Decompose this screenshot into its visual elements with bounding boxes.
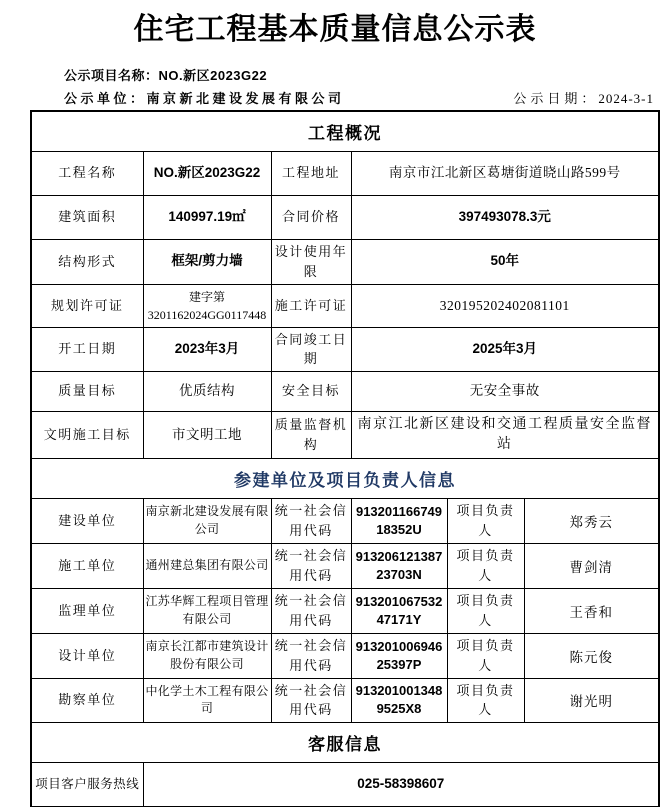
completion-date-value: 2025年3月: [351, 327, 659, 371]
leader-name: 王香和: [524, 588, 659, 633]
company-name: 南京长江都市建筑设计股份有限公司: [143, 633, 271, 678]
design-life-label: 设计使用年限: [271, 239, 351, 284]
role-label: 建设单位: [31, 498, 143, 543]
hotline-row: [31, 762, 659, 807]
supervision-agency-value: 南京江北新区建设和交通工程质量安全监督站: [351, 411, 659, 458]
participant-row: [31, 678, 659, 722]
civilized-construction-goal-label: 文明施工目标: [31, 411, 143, 458]
credit-code-value: 91320116674918352U: [351, 498, 447, 543]
start-date-label: 开工日期: [31, 327, 143, 371]
table-row: [31, 411, 659, 458]
start-date-value: 2023年3月: [143, 327, 271, 371]
leader-name: 郑秀云: [524, 498, 659, 543]
table-row: [31, 284, 659, 327]
page-title: 住宅工程基本质量信息公示表: [133, 13, 537, 46]
safety-goal-label: 安全目标: [271, 371, 351, 411]
leader-label: 项目负责人: [447, 543, 524, 588]
publicity-date-line: [513, 88, 654, 107]
leader-label: 项目负责人: [447, 498, 524, 543]
quality-goal-label: 质量目标: [31, 371, 143, 411]
credit-code-label: 统一社会信用代码: [271, 588, 351, 633]
project-name-label: 工程名称: [31, 151, 143, 195]
participant-row: [31, 543, 659, 588]
participant-row: [31, 498, 659, 543]
credit-code-value: 91320106753247171Y: [351, 588, 447, 633]
quality-goal-value: 优质结构: [143, 371, 271, 411]
credit-code-value: 91320612138723703N: [351, 543, 447, 588]
construction-permit-label: 施工许可证: [271, 284, 351, 327]
construction-permit-value: 320195202402081101: [351, 284, 659, 327]
credit-code-label: 统一社会信用代码: [271, 543, 351, 588]
role-label: 设计单位: [31, 633, 143, 678]
project-address-value: 南京市江北新区葛塘街道晓山路599号: [351, 151, 659, 195]
credit-code-value: 9132010013489525X8: [351, 678, 447, 722]
leader-name: 陈元俊: [524, 633, 659, 678]
table-row: [31, 239, 659, 284]
contract-price-value: 397493078.3元: [351, 195, 659, 239]
leader-name: 谢光明: [524, 678, 659, 722]
section-header-row: [31, 722, 659, 762]
leader-label: 项目负责人: [447, 588, 524, 633]
section-header-row: [31, 111, 659, 151]
planning-permit-label: 规划许可证: [31, 284, 143, 327]
civilized-construction-goal-value: 市文明工地: [143, 411, 271, 458]
supervision-agency-label: 质量监督机构: [271, 411, 351, 458]
publicity-project-name-line: 公示项目名称：NO.新区2023G22: [64, 68, 268, 83]
contract-price-label: 合同价格: [271, 195, 351, 239]
section-participants-title: 参建单位及项目负责人信息: [31, 458, 659, 498]
role-label: 监理单位: [31, 588, 143, 633]
service-hotline-label: 项目客户服务热线: [31, 762, 143, 807]
service-hotline-value: 025-58398607: [143, 762, 659, 807]
company-name: 中化学土木工程有限公司: [143, 678, 271, 722]
completion-date-label: 合同竣工日期: [271, 327, 351, 371]
company-name: 南京新北建设发展有限公司: [143, 498, 271, 543]
table-row: [31, 195, 659, 239]
design-life-value: 50年: [351, 239, 659, 284]
company-name: 通州建总集团有限公司: [143, 543, 271, 588]
project-address-label: 工程地址: [271, 151, 351, 195]
credit-code-value: 91320100694625397P: [351, 633, 447, 678]
credit-code-label: 统一社会信用代码: [271, 633, 351, 678]
publicity-unit-line: 公示单位：南京新北建设发展有限公司: [64, 91, 345, 106]
publicity-date-label: 公示日期：: [513, 91, 599, 106]
table-row: [31, 371, 659, 411]
leader-label: 项目负责人: [447, 678, 524, 722]
quality-info-table: [30, 110, 660, 807]
section-service-title: 客服信息: [31, 722, 659, 762]
planning-permit-value: 建字第3201162024GG0117448: [143, 284, 271, 327]
table-row: [31, 151, 659, 195]
participant-row: [31, 588, 659, 633]
project-name-value: NO.新区2023G22: [143, 151, 271, 195]
safety-goal-value: 无安全事故: [351, 371, 659, 411]
building-area-label: 建筑面积: [31, 195, 143, 239]
section-header-row: [31, 458, 659, 498]
building-area-value: 140997.19㎡: [143, 195, 271, 239]
structure-type-label: 结构形式: [31, 239, 143, 284]
company-name: 江苏华辉工程项目管理有限公司: [143, 588, 271, 633]
credit-code-label: 统一社会信用代码: [271, 678, 351, 722]
role-label: 勘察单位: [31, 678, 143, 722]
section-overview-title: 工程概况: [31, 111, 659, 151]
participant-row: [31, 633, 659, 678]
role-label: 施工单位: [31, 543, 143, 588]
credit-code-label: 统一社会信用代码: [271, 498, 351, 543]
table-row: [31, 327, 659, 371]
publicity-date-value: 2024-3-1: [598, 91, 654, 106]
leader-label: 项目负责人: [447, 633, 524, 678]
leader-name: 曹剑清: [524, 543, 659, 588]
structure-type-value: 框架/剪力墙: [143, 239, 271, 284]
